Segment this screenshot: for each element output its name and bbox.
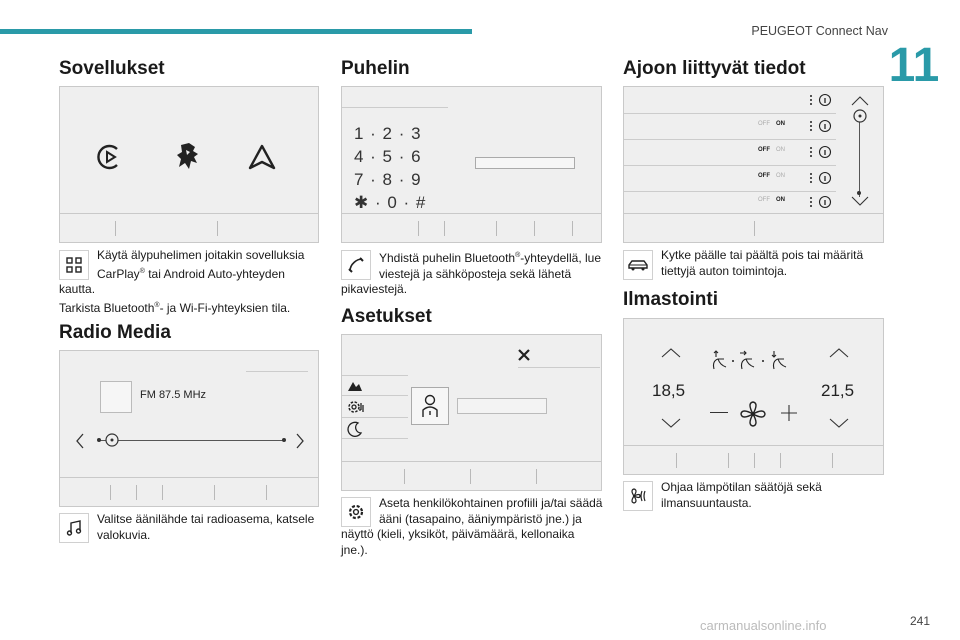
toggle-row-4: OFF ON [758, 197, 785, 203]
info-icon [806, 93, 834, 107]
moon-icon [346, 420, 364, 438]
apps-description: Käytä älypuhelimen joitakin sovelluksia CarPlay® tai Android Auto-yhteyden kautta. Tarkista Bluetooth®- ja Wi-Fi-yhteyksien tila. [59, 248, 305, 315]
apps-screen-bottom-bar [60, 213, 318, 242]
radio-screen [59, 350, 319, 507]
user-profile-icon [419, 393, 441, 419]
radio-station-frequency: FM 87.5 MHz [140, 389, 207, 401]
radio-screen-bottom-bar [60, 477, 318, 506]
phone-number-field [475, 157, 575, 169]
keypad-row: ✱ · 0 · # [354, 193, 427, 212]
chevron-right-icon [292, 431, 308, 451]
tools-icon [516, 347, 532, 363]
temperature-right: 21,5 [821, 381, 855, 400]
radio-description: Valitse äänilähde tai radioasema, katsele valokuvia. [97, 512, 315, 542]
running-header: PEUGEOT Connect Nav [751, 24, 888, 38]
chapter-number: 11 [888, 39, 940, 92]
temp-left-up-icon [660, 347, 682, 359]
temp-left-down-icon [660, 417, 682, 429]
header-accent-bar [0, 29, 472, 34]
scrollbar-handle [851, 107, 869, 125]
climate-screen [623, 318, 884, 475]
info-icon [806, 195, 834, 209]
driving-description: Kytke päälle tai päältä pois tai määritä tiettyjä auton toimintoja. [661, 248, 864, 278]
temp-right-up-icon [828, 347, 850, 359]
profile-name-field [457, 398, 547, 414]
info-icon [806, 171, 834, 185]
climate-screen-bottom-bar [624, 445, 883, 474]
carplay-icon [94, 141, 126, 173]
section-title-phone: Puhelin [341, 58, 410, 79]
peugeot-lion-icon [170, 139, 206, 175]
settings-description: Aseta henkilökohtainen profiili ja/tai säädä ääni (tasapaino, ääniympäristö jne.) ja näyttö (kieli, yksiköt, päivämäärä, kellonaika jne.). [341, 496, 603, 557]
android-auto-icon [246, 141, 278, 173]
section-title-climate: Ilmastointi [623, 289, 719, 310]
frequency-slider-track [98, 440, 284, 441]
phone-description: Yhdistä puhelin Bluetooth®-yhteydellä, lue viestejä ja sähköposteja sekä lähetä pikaviestejä. [341, 251, 601, 296]
temperature-left: 18,5 [652, 381, 686, 400]
air-distribution-icons [710, 349, 800, 371]
album-art-placeholder [100, 381, 132, 413]
climate-description: Ohjaa lämpötilan säätöjä sekä ilmansuuntausta. [661, 480, 822, 510]
profile-button [411, 387, 449, 425]
toggle-row-2: OFF ON [758, 147, 785, 153]
scrollbar-track [859, 117, 860, 197]
section-title-settings: Asetukset [341, 306, 432, 327]
chevron-down-icon [850, 195, 870, 207]
keypad-row: 7 · 8 · 9 [354, 170, 422, 189]
fan-decrease-icon [710, 412, 728, 413]
watermark: carmanualsonline.info [700, 618, 827, 633]
keypad-row: 1 · 2 · 3 [354, 124, 422, 143]
frequency-slider-handle [103, 431, 121, 449]
info-icon [806, 145, 834, 159]
settings-screen-bottom-bar [342, 461, 601, 490]
chevron-left-icon [72, 431, 88, 451]
info-icon [806, 119, 834, 133]
phone-screen-bottom-bar [342, 213, 601, 242]
gear-sound-icon [346, 398, 366, 416]
section-title-driving: Ajoon liittyvät tiedot [623, 58, 806, 79]
sound-settings-icon [346, 379, 364, 393]
section-title-apps: Sovellukset [59, 58, 165, 79]
toggle-row-1: OFF ON [758, 121, 785, 127]
keypad-row: 4 · 5 · 6 [354, 147, 422, 166]
toggle-row-3: OFF ON [758, 173, 785, 179]
phone-screen [341, 86, 602, 243]
driving-screen [623, 86, 884, 243]
fan-increase-icon [778, 402, 800, 424]
section-title-radio: Radio Media [59, 322, 171, 343]
driving-screen-bottom-bar [624, 213, 883, 242]
page-number: 241 [909, 614, 930, 628]
chevron-up-icon [850, 95, 870, 107]
phone-keypad [354, 124, 426, 216]
fan-icon [738, 399, 768, 429]
apps-screen [59, 86, 319, 243]
temp-right-down-icon [828, 417, 850, 429]
settings-screen [341, 334, 602, 491]
